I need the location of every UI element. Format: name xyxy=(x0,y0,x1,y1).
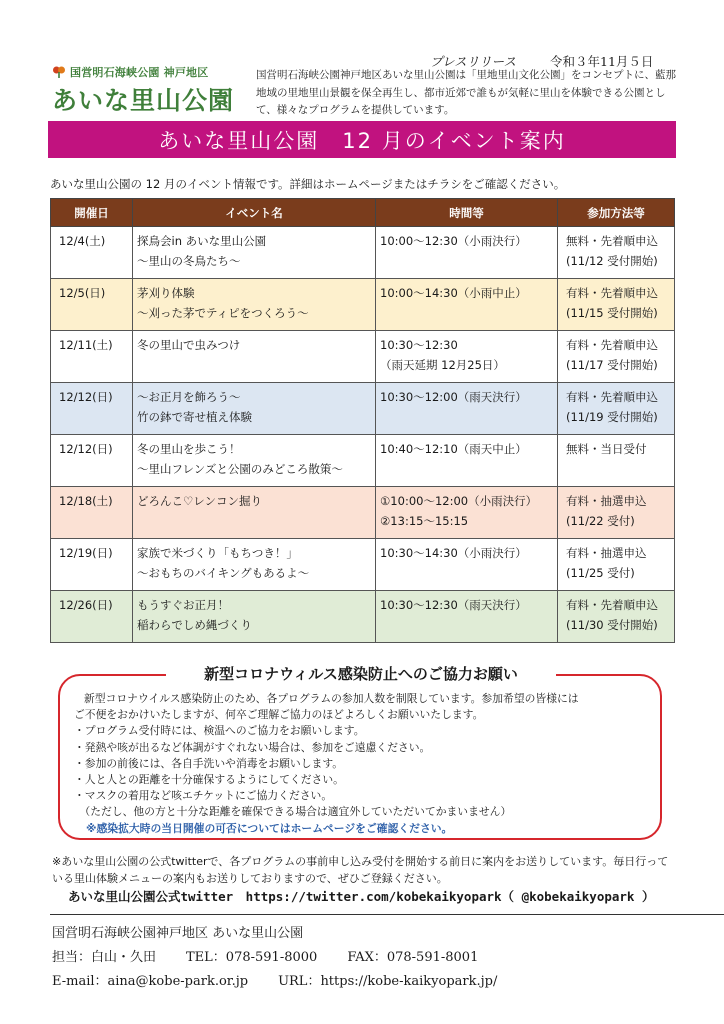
event-time xyxy=(380,303,553,323)
event-time: 10:30～12:00（雨天決行） xyxy=(380,390,527,404)
notice-line: ・人と人との距離を十分確保するようにしてください。 xyxy=(74,773,344,787)
event-time-cell xyxy=(376,591,558,643)
event-time: 10:00～12:30（小雨決行） xyxy=(380,234,527,248)
event-name xyxy=(137,355,371,375)
event-participation: 有料・抽選申込 xyxy=(566,546,647,560)
notice-line: ・発熱や咳が出るなど体調がすぐれない場合は、参加をご遠慮ください。 xyxy=(74,740,431,754)
table-row xyxy=(51,591,675,643)
event-time-cell xyxy=(376,435,558,487)
event-name: どろんこ♡レンコン掘り xyxy=(137,494,263,508)
event-date: 12/19(日) xyxy=(59,546,113,560)
footer-divider xyxy=(50,914,724,915)
event-participation xyxy=(566,459,670,479)
event-time-cell xyxy=(376,227,558,279)
event-name: 探鳥会in あいな里山公園 xyxy=(137,234,267,248)
footer-fax: FAX：078-591-8001 xyxy=(347,950,479,965)
event-participation: 有料・先着順申込 xyxy=(566,598,658,612)
event-participation: 有料・先着順申込 xyxy=(566,338,658,352)
footer-url[interactable]: URL：https://kobe-kaikyopark.jp/ xyxy=(278,974,498,989)
column-header-participation: 参加方法等 xyxy=(558,199,675,227)
notice-warning: ※感染拡大時の当日開催の可否についてはホームページをご確認ください。 xyxy=(86,821,453,835)
event-participation-cell xyxy=(558,279,675,331)
event-name-cell xyxy=(133,331,376,383)
event-date: 12/4(土) xyxy=(59,234,106,248)
event-date-cell xyxy=(51,331,133,383)
event-name-cell xyxy=(133,227,376,279)
event-name-cell xyxy=(133,383,376,435)
event-date-cell xyxy=(51,539,133,591)
event-date-cell xyxy=(51,591,133,643)
event-date: 12/12(日) xyxy=(59,442,113,456)
event-name-cell xyxy=(133,279,376,331)
event-date: 12/5(日) xyxy=(59,286,106,300)
event-participation: 有料・先着順申込 xyxy=(566,390,658,404)
twitter-note: ※あいな里山公園の公式twitterで、各プログラムの事前申し込み受付を開始する前日に案内をお送りしています。毎日行っている里山体験メニューの案内もお送りしておりますので、ぜひご登録ください。 xyxy=(52,855,669,885)
event-time: 10:30～12:30 xyxy=(380,338,458,352)
event-name: ～おもちのバイキングもあるよ～ xyxy=(137,566,310,580)
event-participation: 無料・当日受付 xyxy=(566,442,647,456)
logo-title: あいな里山公園 xyxy=(52,86,235,115)
table-row xyxy=(51,435,675,487)
event-date: 12/18(土) xyxy=(59,494,113,508)
table-row xyxy=(51,539,675,591)
event-participation-cell xyxy=(558,435,675,487)
event-participation: (11/25 受付) xyxy=(566,566,635,580)
release-date: 令和３年11月５日 xyxy=(550,54,654,69)
event-participation: (11/17 受付開始) xyxy=(566,358,658,372)
footer-contact-row xyxy=(52,946,497,970)
event-name-cell xyxy=(133,539,376,591)
event-name: 家族で米づくり「もちつき！」 xyxy=(137,546,298,560)
notice-line: 新型コロナウイルス感染防止のため、各プログラムの参加人数を制限しています。参加希望の皆様には xyxy=(84,692,579,705)
leaf-icon xyxy=(52,65,66,79)
notice-line: ・プログラム受付時には、検温へのご協力をお願いします。 xyxy=(74,724,365,738)
event-participation-cell xyxy=(558,227,675,279)
event-time xyxy=(380,563,553,583)
event-time xyxy=(380,459,553,479)
footer-tel: TEL：078-591-8000 xyxy=(186,950,318,965)
event-name: 冬の里山を歩こう！ xyxy=(137,442,241,456)
event-participation-cell xyxy=(558,487,675,539)
event-name: もうすぐお正月！ xyxy=(137,598,229,612)
event-time: ①10:00～12:00（小雨決行） xyxy=(380,494,538,508)
park-logo xyxy=(52,64,248,114)
event-name: 茅刈り体験 xyxy=(137,286,195,300)
notice-title: 新型コロナウィルス感染防止へのご協力お願い xyxy=(166,663,556,684)
event-time xyxy=(380,615,553,635)
event-time: 10:40～12:10（雨天中止） xyxy=(380,442,527,456)
event-participation: 有料・抽選申込 xyxy=(566,494,647,508)
event-date-cell xyxy=(51,279,133,331)
event-name-cell xyxy=(133,435,376,487)
table-row xyxy=(51,227,675,279)
footer-email[interactable]: E-mail：aina@kobe-park.or.jp xyxy=(52,974,249,989)
event-name: ～里山フレンズと公園のみどころ散策～ xyxy=(137,462,343,476)
event-time-cell xyxy=(376,279,558,331)
table-row xyxy=(51,487,675,539)
event-banner: あいな里山公園 12 月のイベント案内 xyxy=(48,121,676,158)
column-header-time: 時間等 xyxy=(376,199,558,227)
event-name-cell xyxy=(133,487,376,539)
event-date-cell xyxy=(51,383,133,435)
event-time: ②13:15～15:15 xyxy=(380,514,469,528)
event-time-cell xyxy=(376,487,558,539)
twitter-link[interactable]: あいな里山公園公式twitter https://twitter.com/kobekaikyopark（ @kobekaikyopark ） xyxy=(68,889,655,904)
footer-web-row xyxy=(52,970,497,994)
event-time: 10:30～12:30（雨天決行） xyxy=(380,598,527,612)
notice-body xyxy=(74,691,664,837)
event-time xyxy=(380,251,553,271)
event-date: 12/12(日) xyxy=(59,390,113,404)
event-name-cell xyxy=(133,591,376,643)
event-name: ～お正月を飾ろう～ xyxy=(137,390,241,404)
event-name: ～里山の冬鳥たち～ xyxy=(137,254,241,268)
event-participation: (11/22 受付) xyxy=(566,514,635,528)
event-participation: 無料・先着順申込 xyxy=(566,234,658,248)
event-name xyxy=(137,511,371,531)
event-participation-cell xyxy=(558,539,675,591)
event-time-cell xyxy=(376,331,558,383)
event-date: 12/11(土) xyxy=(59,338,113,352)
event-time: （雨天延期 12月25日） xyxy=(380,358,505,372)
intro-text: 国営明石海峡公園神戸地区あいな里山公園は「里地里山文化公園」をコンセプトに、藍那地域の里地里山景観を保全再生し、都市近郊で誰もが気軽に里山を体験できる公園として、様々なプログラムを提供しています。 xyxy=(256,69,676,116)
event-time: 10:00～14:30（小雨中止） xyxy=(380,286,527,300)
event-participation: 有料・先着順申込 xyxy=(566,286,658,300)
event-participation-cell xyxy=(558,591,675,643)
event-name: ～刈った茅でティピをつくろう～ xyxy=(137,306,309,320)
notice-line: ・マスクの着用など咳エチケットにご協力ください。 xyxy=(74,789,333,803)
event-name: 稲わらでしめ縄づくり xyxy=(137,618,252,632)
table-row xyxy=(51,383,675,435)
footer-contact: 担当：白山・久田 xyxy=(52,950,157,965)
event-participation-cell xyxy=(558,383,675,435)
event-participation-cell xyxy=(558,331,675,383)
table-row xyxy=(51,331,675,383)
event-participation: (11/15 受付開始) xyxy=(566,306,658,320)
event-time xyxy=(380,407,553,427)
notice-line: （ただし、他の方と十分な距離を確保できる場合は適宜外していただいてかまいません） xyxy=(74,805,512,819)
table-header-row xyxy=(51,199,675,227)
event-date-cell xyxy=(51,487,133,539)
logo-subtitle-text: 国営明石海峡公園 神戸地区 xyxy=(70,66,209,79)
event-date: 12/26(日) xyxy=(59,598,113,612)
event-name: 冬の里山で虫みつけ xyxy=(137,338,241,352)
press-release-label: プレスリリース xyxy=(430,54,517,69)
event-participation: (11/12 受付開始) xyxy=(566,254,658,268)
event-date-cell xyxy=(51,435,133,487)
notice-line: ・参加の前後には、各自手洗いや消毒をお願いします。 xyxy=(74,756,344,770)
events-table xyxy=(50,198,675,643)
event-date-cell xyxy=(51,227,133,279)
event-participation: (11/19 受付開始) xyxy=(566,410,658,424)
column-header-event: イベント名 xyxy=(133,199,376,227)
event-time-cell xyxy=(376,383,558,435)
event-name: 竹の鉢で寄せ植え体験 xyxy=(137,410,252,424)
event-time-cell xyxy=(376,539,558,591)
table-row xyxy=(51,279,675,331)
event-participation: (11/30 受付開始) xyxy=(566,618,658,632)
lead-text: あいな里山公園の 12 月のイベント情報です。詳細はホームページまたはチラシをご確認ください。 xyxy=(50,177,566,191)
footer-org: 国営明石海峡公園神戸地区 あいな里山公園 xyxy=(52,926,304,941)
logo-subtitle xyxy=(52,64,248,80)
column-header-date: 開催日 xyxy=(51,199,133,227)
footer xyxy=(52,922,497,994)
event-time: 10:30～14:30（小雨決行） xyxy=(380,546,527,560)
notice-line: ご不便をおかけいたしますが、何卒ご理解ご協力のほどよろしくお願いいたします。 xyxy=(74,708,484,722)
